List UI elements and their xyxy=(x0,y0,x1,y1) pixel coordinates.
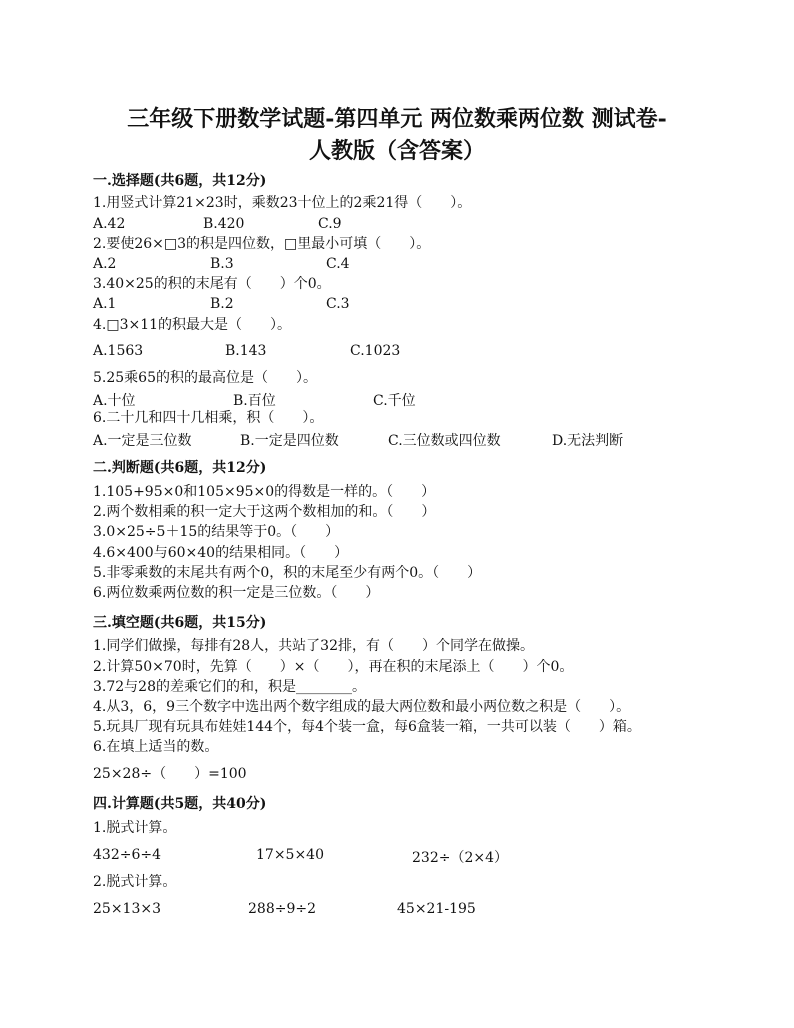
calc-item: 17×5×40 xyxy=(256,847,324,863)
option-b: B.143 xyxy=(225,343,267,359)
option-a: A.1 xyxy=(93,296,117,312)
question-text: 1.用竖式计算21×23时，乘数23十位上的2乘21得（ ）。 xyxy=(93,195,472,211)
question-text: 5.25乘65的积的最高位是（ ）。 xyxy=(93,370,317,386)
section-heading-choice: 一.选择题(共6题，共12分) xyxy=(93,173,267,189)
question-text: 2.脱式计算。 xyxy=(93,874,177,890)
section-heading-calc: 四.计算题(共5题，共40分) xyxy=(93,796,267,812)
question-text: 2.计算50×70时，先算（ ）×（ ），再在积的末尾添上（ ）个0。 xyxy=(93,659,574,675)
option-b: B.2 xyxy=(210,296,234,312)
question-text: 4.□3×11的积最大是（ ）。 xyxy=(93,317,292,333)
option-a: A.2 xyxy=(93,256,117,272)
option-b: B.3 xyxy=(210,256,234,272)
option-c: C.3 xyxy=(326,296,350,312)
question-text: 6.两位数乘两位数的积一定是三位数。（ ） xyxy=(93,585,380,601)
question-text: 5.玩具厂现有玩具布娃娃144个，每4个装一盒，每6盒装一箱，一共可以装（ ）箱。 xyxy=(93,719,641,735)
option-c: C.三位数或四位数 xyxy=(388,433,501,449)
title-line-1: 三年级下册数学试题-第四单元 两位数乘两位数 测试卷- xyxy=(127,106,667,132)
question-text: 2.两个数相乘的积一定大于这两个数相加的和。（ ） xyxy=(93,504,436,520)
option-d: D.无法判断 xyxy=(552,433,624,449)
option-a: A.一定是三位数 xyxy=(93,433,192,449)
question-text: 25×28÷（ ）=100 xyxy=(93,766,247,782)
section-heading-judgement: 二.判断题(共6题，共12分) xyxy=(93,460,267,476)
title-line-2: 人教版（含答案） xyxy=(308,138,485,164)
option-b: B.一定是四位数 xyxy=(240,433,339,449)
option-c: C.千位 xyxy=(373,393,416,409)
question-text: 1.105+95×0和105×95×0的得数是一样的。（ ） xyxy=(93,484,436,500)
calc-item: 432÷6÷4 xyxy=(93,847,161,863)
option-b: B.420 xyxy=(203,216,245,232)
option-a: A.1563 xyxy=(93,343,144,359)
question-text: 3.40×25的积的末尾有（ ）个0。 xyxy=(93,276,331,292)
calc-item: 45×21-195 xyxy=(397,901,476,917)
calc-item: 25×13×3 xyxy=(93,901,161,917)
calc-item: 232÷（2×4） xyxy=(412,850,508,866)
option-c: C.1023 xyxy=(350,343,401,359)
option-a: A.42 xyxy=(93,216,126,232)
option-c: C.4 xyxy=(326,256,350,272)
question-text: 4.6×400与60×40的结果相同。（ ） xyxy=(93,545,349,561)
question-text: 5.非零乘数的末尾共有两个0，积的末尾至少有两个0。（ ） xyxy=(93,565,482,581)
option-c: C.9 xyxy=(318,216,342,232)
question-text: 4.从3，6，9三个数字中选出两个数字组成的最大两位数和最小两位数之积是（ ）。 xyxy=(93,699,631,715)
question-text: 1.同学们做操，每排有28人，共站了32排，有（ ）个同学在做操。 xyxy=(93,638,534,654)
option-a: A.十位 xyxy=(93,393,136,409)
question-text: 3.0×25÷5＋15的结果等于0。（ ） xyxy=(93,524,340,540)
question-text: 3.72与28的差乘它们的和，积是________。 xyxy=(93,679,366,695)
section-heading-fill: 三.填空题(共6题，共15分) xyxy=(93,615,267,631)
question-text: 6.二十几和四十几相乘，积（ ）。 xyxy=(93,410,324,426)
question-text: 2.要使26×□3的积是四位数，□里最小可填（ ）。 xyxy=(93,236,431,252)
option-b: B.百位 xyxy=(233,393,276,409)
question-text: 6.在填上适当的数。 xyxy=(93,739,219,755)
question-text: 1.脱式计算。 xyxy=(93,820,177,836)
calc-item: 288÷9÷2 xyxy=(248,901,316,917)
